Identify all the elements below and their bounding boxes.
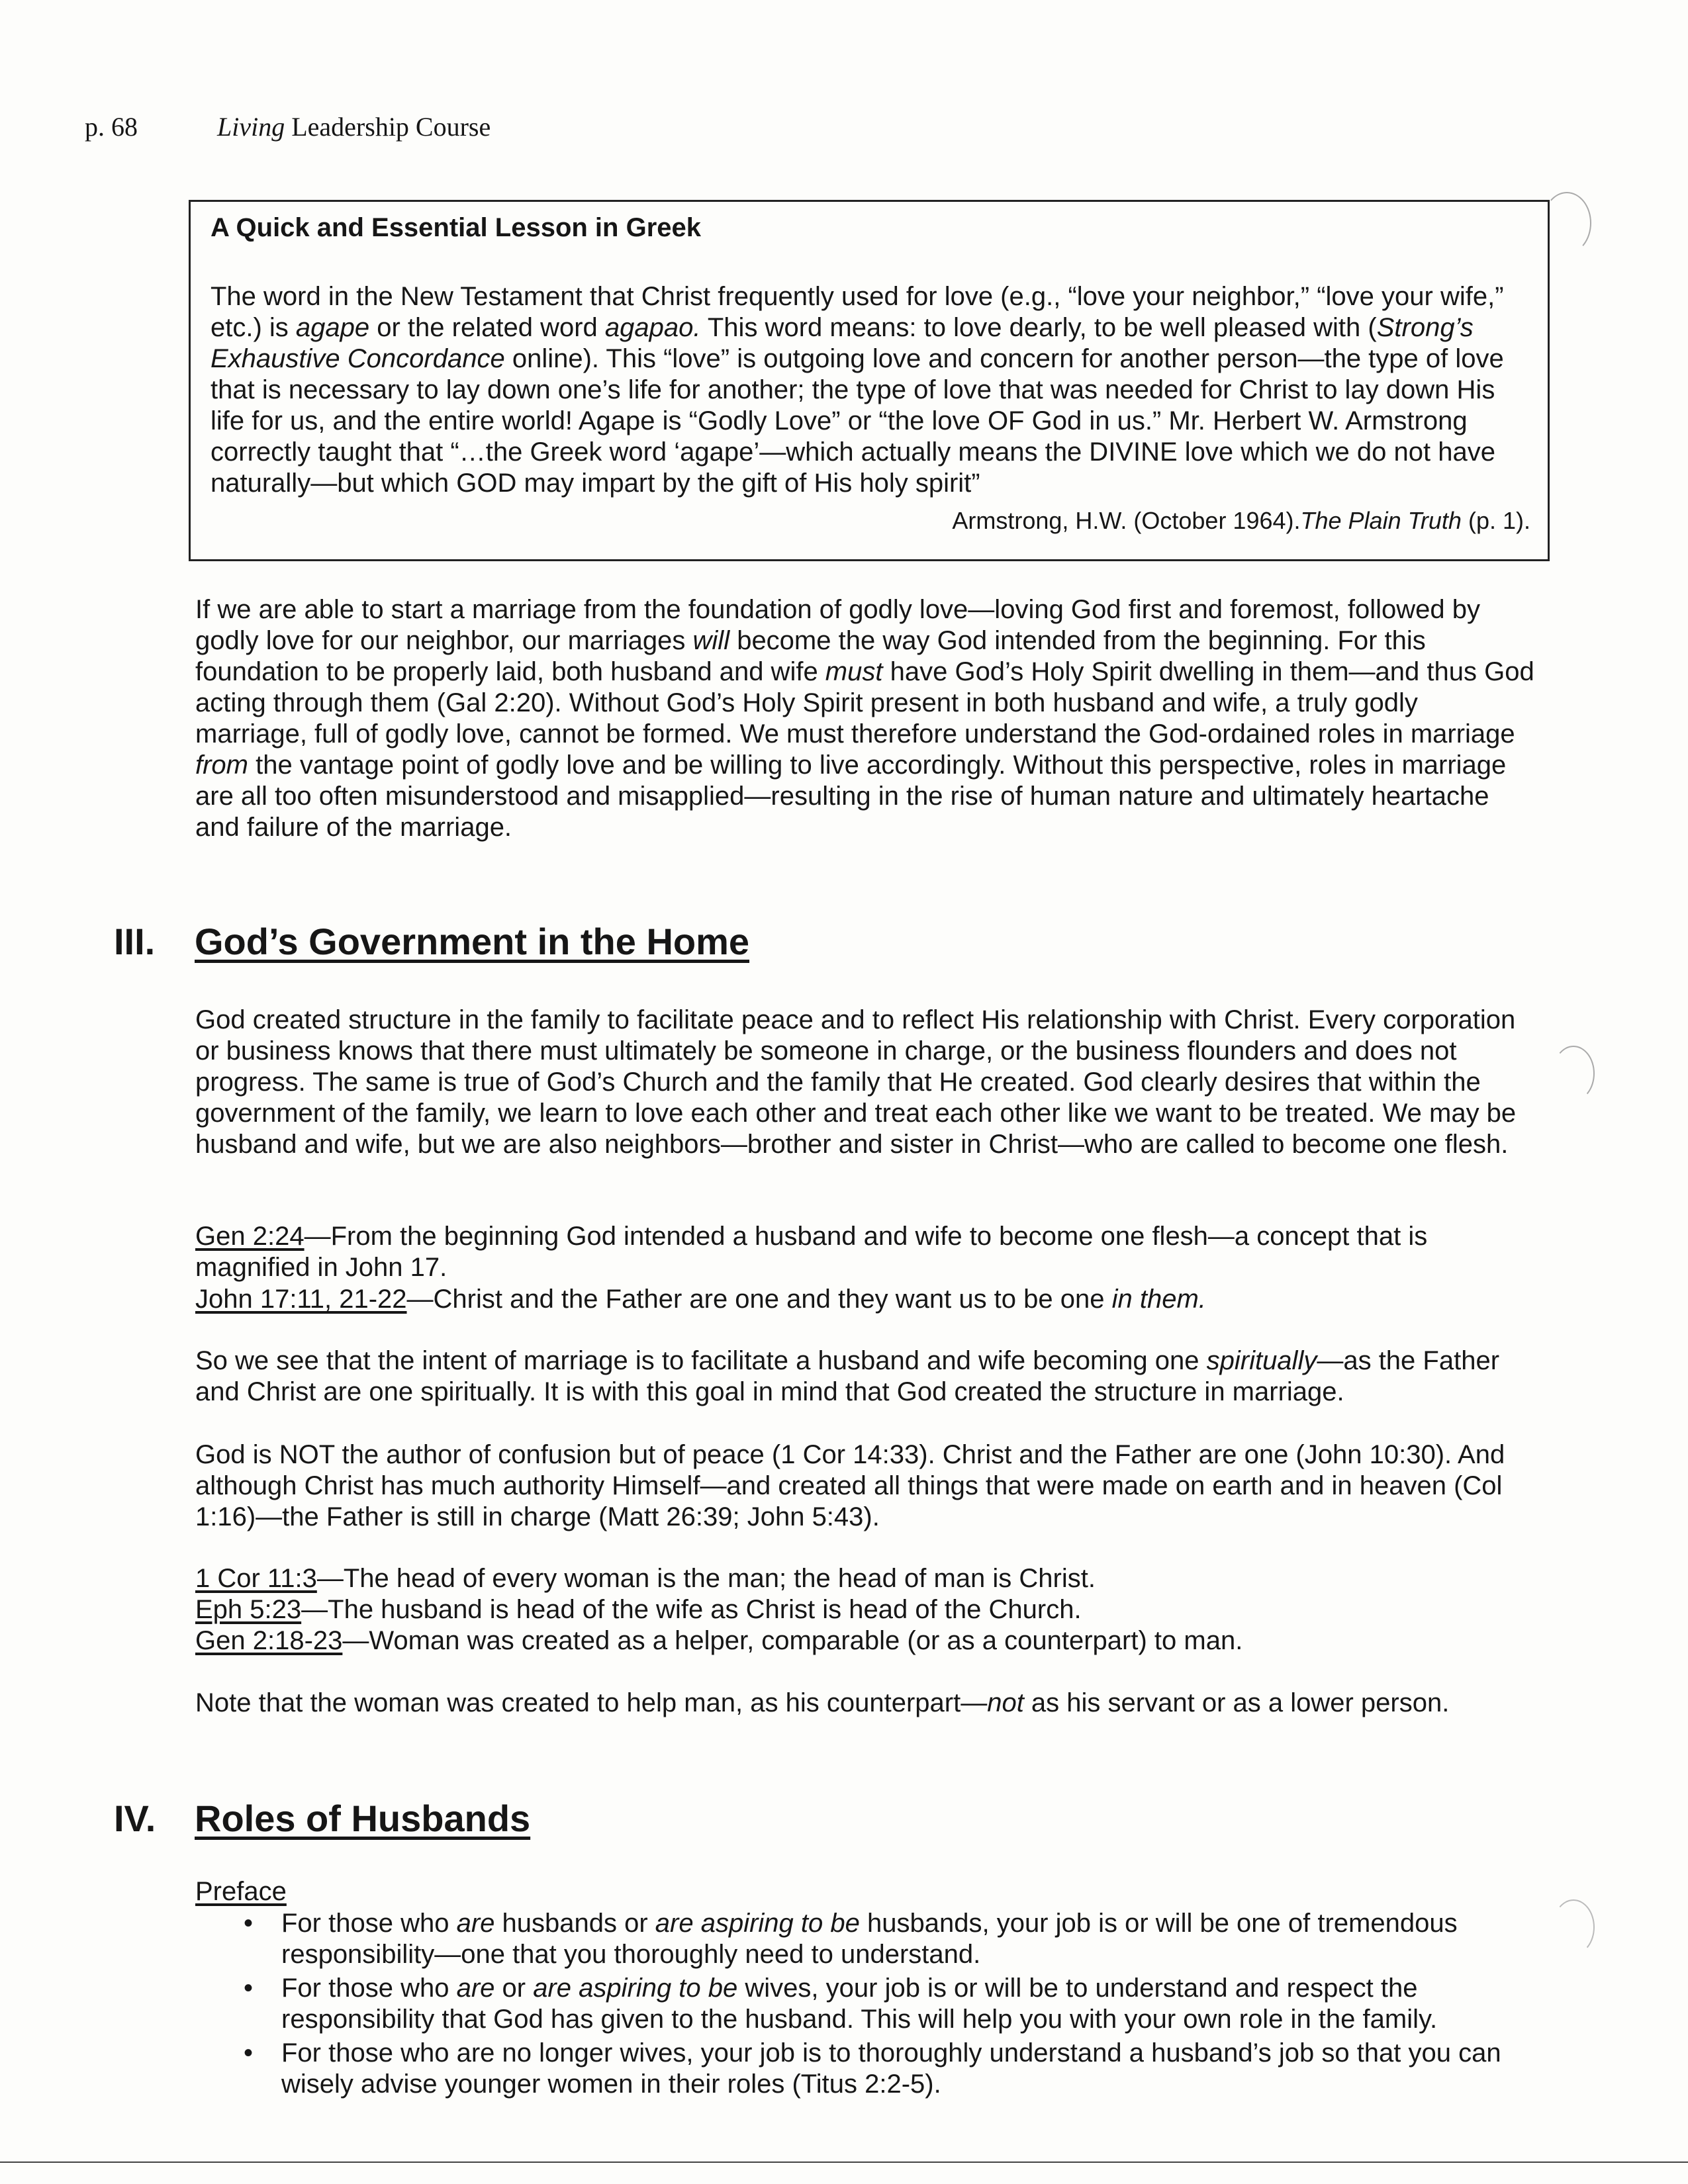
section-title: Roles of Husbands xyxy=(195,1797,531,1839)
footer-rule xyxy=(0,2161,1688,2163)
greek-box-title: A Quick and Essential Lesson in Greek xyxy=(211,213,701,242)
section3-paragraph-3: God is NOT the author of confusion but of peace (1 Cor 14:33). Christ and the Father are one (John 10:30). And although Christ has much authority Himself—and created all things that were made on earth and in heaven (Col 1:16)—the Father is still in charge (Matt 26:39; John 5:43). xyxy=(195,1440,1505,1531)
scripture-ref-gen-2-24: Gen 2:24—From the beginning God intended a husband and wife to become one flesh—a concept that is magnified in John 17. xyxy=(195,1222,1428,1282)
section-title: God’s Government in the Home xyxy=(195,921,750,962)
scripture-ref-john-17: John 17:11, 21-22—Christ and the Father are one and they want us to be one in them. xyxy=(195,1285,1206,1314)
list-item: • For those who are no longer wives, your job is to thoroughly understand a husband’s job so that you can wisely advise younger women in their roles (Titus 2:2-5). xyxy=(244,2038,1501,2099)
binder-hole-mark xyxy=(1542,192,1591,254)
scripture-ref-1-cor-11-3: 1 Cor 11:3—The head of every woman is the man; the head of man is Christ. xyxy=(195,1564,1096,1593)
section3-paragraph-2: So we see that the intent of marriage is to facilitate a husband and wife becoming one spiritually—as the Father and Christ are one spiritually. It is with this goal in mind that God created the structure in marriage. xyxy=(195,1346,1500,1406)
section-number: IV. xyxy=(114,1797,156,1839)
preface-bullet-list xyxy=(238,1908,1536,2103)
list-item: • For those who are husbands or are aspiring to be husbands, your job is or will be one of tremendous responsibility—one that you thoroughly need to understand. xyxy=(244,1909,1458,1969)
binder-hole-mark xyxy=(1552,1899,1595,1955)
course-title: Leadership Course xyxy=(285,112,491,142)
bullet-icon: • xyxy=(244,1974,254,2003)
page-header xyxy=(85,111,491,142)
section-heading-4 xyxy=(114,1797,530,1840)
section-number: III. xyxy=(114,921,156,962)
intro-paragraph: If we are able to start a marriage from the foundation of godly love—loving God first and foremost, followed by godly love for our neighbor, our marriages will become the way God intended from the beginning. For this foundation to be properly laid, both husband and wife must have God’s Holy Spirit dwelling in them—and thus God acting through them (Gal 2:20). Without God’s Holy Spirit present in both husband and wife, a truly godly marriage, full of godly love, cannot be formed. We must therefore understand the God-ordained roles in marriage from the vantage point of godly love and be willing to live accordingly. Without this perspective, roles in marriage are all too often misunderstood and misapplied—resulting in the rise of human nature and ultimately heartache and failure of the marriage. xyxy=(195,595,1534,842)
binder-hole-mark xyxy=(1552,1046,1595,1101)
greek-box-citation: Armstrong, H.W. (October 1964).The Plain Truth (p. 1). xyxy=(952,507,1530,534)
section-heading-3 xyxy=(114,920,749,963)
scripture-ref-gen-2-18: Gen 2:18-23—Woman was created as a helper, comparable (or as a counterpart) to man. xyxy=(195,1626,1243,1655)
list-item: • For those who are or are aspiring to be wives, your job is or will be to understand and respect the responsibility that God has given to the husband. This will help you with your own role in the family. xyxy=(244,1974,1438,2034)
scripture-ref-eph-5-23: Eph 5:23—The husband is head of the wife as Christ is head of the Church. xyxy=(195,1595,1082,1624)
preface-label: Preface xyxy=(195,1877,287,1906)
section3-paragraph-4: Note that the woman was created to help man, as his counterpart—not as his servant or as a lower person. xyxy=(195,1688,1450,1717)
section3-paragraph-1: God created structure in the family to facilitate peace and to reflect His relationship with Christ. Every corporation or business knows that there must ultimately be someone in charge, or the business flounders and does not progress. The same is true of God’s Church and the family that He created. God clearly desires that within the government of the family, we learn to love each other and treat each other like we want to be treated. We may be husband and wife, but we are also neighbors—brother and sister in Christ—who are called to become one flesh. xyxy=(195,1005,1517,1159)
greek-box-text: The word in the New Testament that Christ frequently used for love (e.g., “love your neighbor,” “love your wife,” etc.) is agape or the related word agapao. This word means: to love dearly, to be well pleased with (Strong’s Exhaustive Concordance online). This “love” is outgoing love and concern for another person—the type of love that is necessary to lay down one’s life for another; the type of love that was needed for Christ to lay down His life for us, and the entire world! Agape is “Godly Love” or “the love OF God in us.” Mr. Herbert W. Armstrong correctly taught that “…the Greek word ‘agape’—which actually means the DIVINE love which we do not have naturally—but which GOD may impart by the gift of His holy spirit” xyxy=(211,282,1504,498)
page-number: p. 68 xyxy=(85,112,138,142)
course-title-italic: Living xyxy=(217,112,285,142)
bullet-icon: • xyxy=(244,2038,254,2068)
bullet-icon: • xyxy=(244,1909,254,1938)
